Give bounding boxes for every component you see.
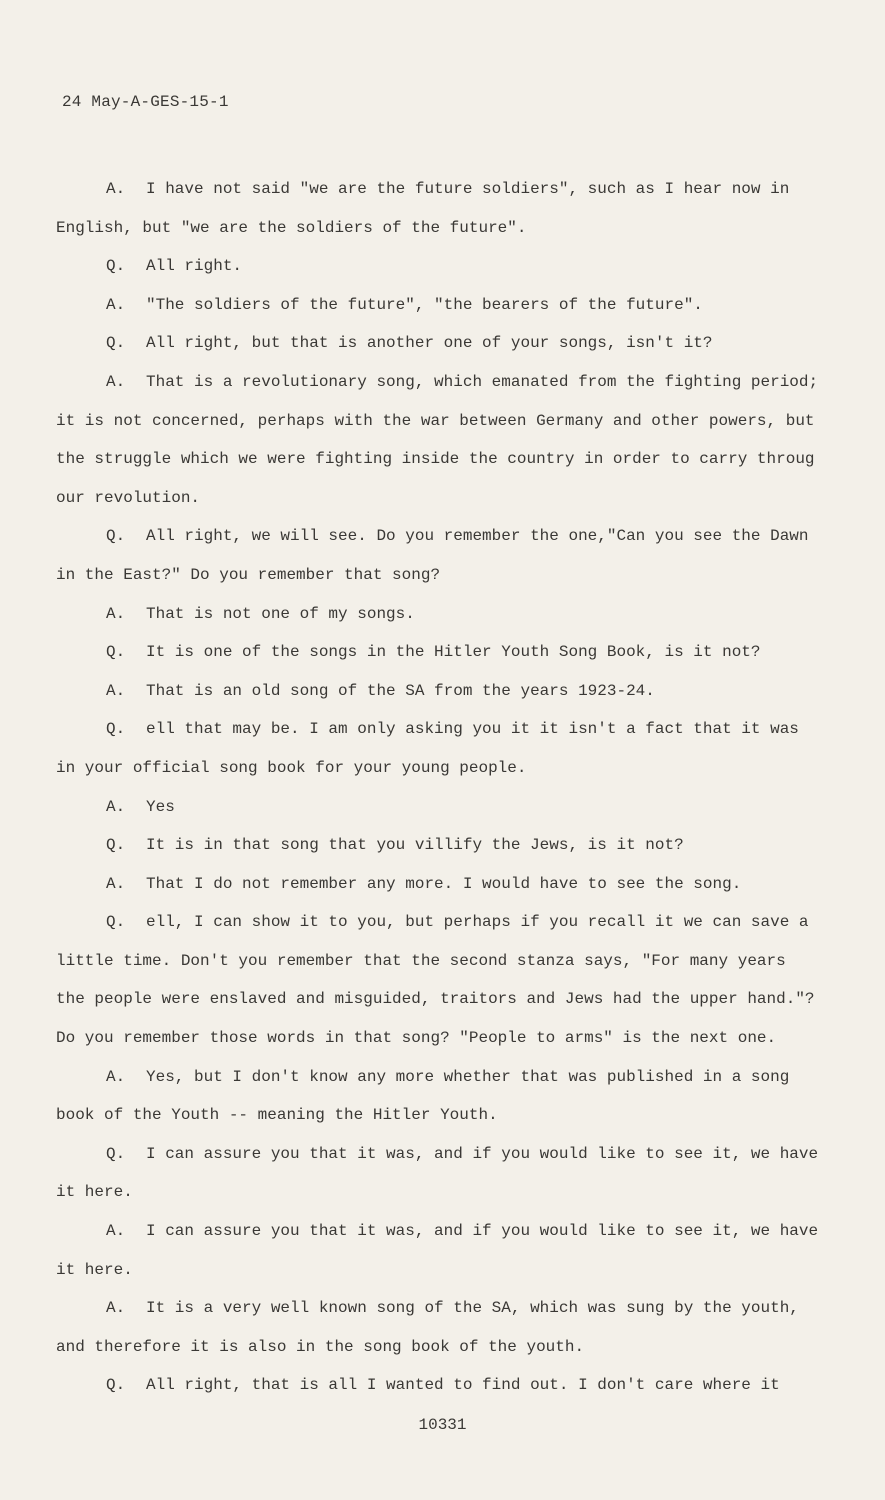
speaker-label: A. [106, 797, 126, 816]
speaker-label: Q. [106, 913, 126, 932]
speaker-label: A. [106, 874, 126, 893]
transcript-paragraph [56, 286, 824, 325]
transcript-paragraph [56, 363, 824, 517]
speaker-label: Q. [106, 257, 126, 276]
paragraph-text: Yes [146, 797, 175, 816]
paragraph-text: I can assure you that it was, and if you would like to see it, we have it here. [56, 1144, 819, 1202]
transcript-paragraph [56, 324, 824, 363]
speaker-label: A. [106, 1067, 126, 1086]
paragraph-text: I can assure you that it was, and if you would like to see it, we have it here. [56, 1222, 819, 1279]
speaker-label: Q. [106, 720, 126, 739]
transcript-paragraph [56, 247, 824, 286]
document-header: 24 May-A-GES-15-1 [62, 93, 229, 111]
speaker-label: A. [106, 295, 126, 314]
speaker-label: Q. [106, 643, 126, 662]
speaker-label: A. [106, 1222, 126, 1241]
paragraph-text: All right, we will see. Do you remember the one,"Can you see the Dawn in the East?" Do you remember that song? [56, 527, 809, 584]
speaker-label: Q. [106, 1376, 126, 1395]
speaker-label: A. [106, 372, 126, 391]
paragraph-text: That is not one of my songs. [146, 604, 415, 623]
transcript-paragraph [56, 170, 824, 247]
transcript-paragraph [56, 1135, 824, 1212]
transcript-paragraph [56, 633, 824, 672]
transcript-paragraph [56, 1212, 824, 1289]
paragraph-text: It is one of the songs in the Hitler Youth Song Book, is it not? [146, 643, 761, 662]
transcript-paragraph [56, 710, 824, 787]
transcript-paragraph [56, 903, 824, 1057]
transcript-paragraph [56, 788, 824, 827]
page-number: 10331 [418, 1416, 467, 1434]
transcript-paragraph [56, 595, 824, 634]
speaker-label: Q. [106, 1144, 126, 1163]
paragraph-text: I have not said "we are the future soldiers", such as I hear now in English, but "we are the soldiers of the future". [56, 180, 790, 237]
paragraph-text: That is a revolutionary song, which emanated from the fighting period; it is not concerned, perhaps with the war between Germany and other powers, but the struggle which we were fighting inside the country in order to carry throug our revolution. [56, 372, 819, 507]
speaker-label: Q. [106, 527, 126, 546]
paragraph-text: ell, I can show it to you, but perhaps if you recall it we can save a little time. Don't you remember that the second stanza says, "For many years the people were enslaved and misguided, traitors and Jews had the upper hand."? Do you remember those words in that song? "People to arms" is the next one. [56, 913, 815, 1048]
paragraph-text: That I do not remember any more. I would have to see the song. [146, 874, 742, 893]
paragraph-text: Yes, but I don't know any more whether that was published in a song book of the Youth -- meaning the Hitler Youth. [56, 1067, 790, 1125]
speaker-label: Q. [106, 334, 126, 353]
speaker-label: A. [106, 604, 126, 623]
transcript-paragraph [56, 1289, 824, 1366]
paragraph-text: ell that may be. I am only asking you it it isn't a fact that it was in your official song book for your young people. [56, 720, 799, 777]
paragraph-text: It is a very well known song of the SA, which was sung by the youth, and therefore it is also in the song book of the youth. [56, 1299, 799, 1356]
transcript-paragraph [56, 1366, 824, 1405]
transcript-paragraph [56, 865, 824, 904]
paragraph-text: It is in that song that you villify the Jews, is it not? [146, 836, 684, 855]
transcript-paragraph [56, 672, 824, 711]
speaker-label: A. [106, 180, 126, 198]
transcript-paragraph [56, 826, 824, 865]
transcript-body [56, 170, 824, 1405]
speaker-label: A. [106, 1299, 126, 1318]
transcript-paragraph [56, 517, 824, 594]
paragraph-text: "The soldiers of the future", "the bearers of the future". [146, 295, 703, 314]
paragraph-text: That is an old song of the SA from the years 1923-24. [146, 681, 655, 700]
speaker-label: A. [106, 681, 126, 700]
speaker-label: Q. [106, 836, 126, 855]
paragraph-text: All right, that is all I wanted to find out. I don't care where it [146, 1376, 780, 1395]
paragraph-text: All right. [146, 257, 243, 276]
paragraph-text: All right, but that is another one of your songs, isn't it? [146, 334, 713, 353]
transcript-paragraph [56, 1058, 824, 1135]
